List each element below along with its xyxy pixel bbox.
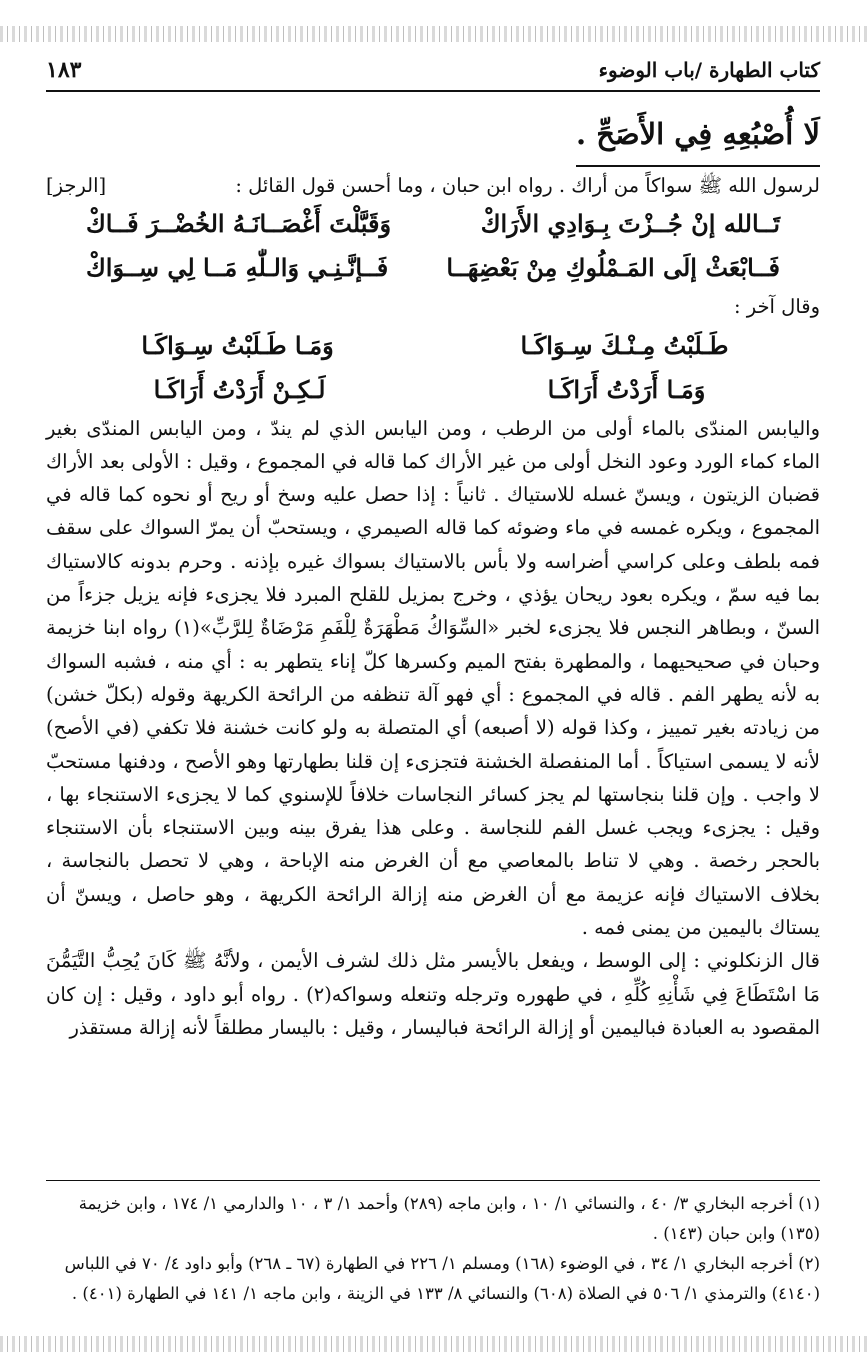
page-number: ١٨٣ [46, 57, 82, 83]
poem-two [46, 324, 820, 412]
page-body [46, 105, 820, 1044]
intro-text: لرسول الله ﷺ سواكاً من أراك . رواه ابن حبان ، وما أحسن قول القائل : [235, 174, 820, 197]
hemistich-right: تَــالله إنْ جُــزْتَ بِـوَادِي الأَرَاكْ [480, 209, 780, 239]
running-title: كتاب الطهارة /باب الوضوء [598, 58, 820, 82]
page-header [46, 50, 820, 92]
poem-line [46, 324, 820, 368]
footnote: (٢) أخرجه البخاري ١/ ٣٤ ، في الوضوء (١٦٨) ومسلم ١/ ٢٢٦ في الطهارة (٦٧ ـ ٢٦٨) وأبو داود ٤/ ٧٠ في اللباس (٤١٤٠) والترمذي ١/ ٥٠٦ في الصلاة (٦٠٨) والنسائي ٨/ ١٣٣ في الزينة ، وابن ماجه ١/ ١٤١ في الطهارة (٤٠١) . [64, 1254, 820, 1303]
hemistich-left: وَقَبَّلْتَ أَغْصَــانَـهُ الخُضْــرَ فَــاكْ [86, 209, 392, 239]
hemistich-left: فَــإنَّـنِـي وَالـلّٰهِ مَــا لِي سِــوَاكْ [86, 253, 389, 283]
hemistich-left: وَمَـا طَـلَبْتُ سِـوَاكَـا [141, 330, 334, 360]
body-paragraph: قال الزنكلوني : إلى الوسط ، ويفعل بالأيسر مثل ذلك لشرف الأيمن ، ولأنَّهُ ﷺ كَانَ يُحِبُّ التَّيَمُّنَ مَا اسْتَطَاعَ فِي شَأْنِهِ كُلِّهِ ، في طهوره وترجله وتنعله وسواكه(٢) . رواه أبو داود ، وقيل : إن كان المقصود به العبادة فباليمين أو إزالة الرائحة فباليسار ، وقيل : باليسار مطلقاً لأنه إزالة مستقذر [46, 949, 821, 1039]
hemistich-right: طَـلَبْتُ مِـنْـكَ سِـوَاكَـا [520, 330, 729, 360]
footnote: (١) أخرجه البخاري ٣/ ٤٠ ، والنسائي ١/ ١٠ ، وابن ماجه (٢٨٩) وأحمد ١/ ٣ ، ١٠ والدارمي ١/ ١٧٤ ، وابن خزيمة (١٣٥) وابن حبان (١٤٣) . [78, 1194, 820, 1243]
meter-label: [الرجز] [46, 174, 107, 197]
poem-one [46, 202, 820, 290]
hemistich-right: فَــابْعَثْ إلَى المَـمْلُوكِ مِنْ بَعْضِهَــا [446, 253, 780, 283]
poem-line [46, 246, 820, 290]
hemistich-left: لَـكِـنْ أَرَدْتُ أَرَاكَـا [153, 374, 326, 404]
top-ornament-border [0, 26, 868, 42]
body-paragraph: واليابس المندّى بالماء أولى من الرطب ، ومن اليابس الذي لم يندّ ، ومن اليابس المندّى بغير الماء كماء الورد وعود النخل أولى من غير الأراك كما قاله في المجموع ، وقيل : الأولى بعد الأراك قضبان الزيتون ، ويسنّ غسله للاستياك . ثانياً : إذا حصل عليه وسخ أو ريح أو نحوه كما قاله في المجموع ، ويكره غمسه في ماء وضوئه كما قاله الصيمري ، ويستحبّ أن يمرّ السواك على سقف فمه بلطف وعلى كراسي أضراسه ولا بأس بالاستياك بسواك غيره بإذنه . وحرم بدونه كالاستياك بما فيه سمّ ، ويكره بعود ريحان يؤذي ، وخرج بمزيل للقلح المبرد فلا يجزىء فإنه يزيل جزءاً من السنّ ، وبطاهر النجس فلا يجزىء لخبر «السِّوَاكُ مَطْهَرَةٌ لِلْفَمِ مَرْضَاةٌ لِلرَّبِّ»(١) رواه ابنا خزيمة وحبان في صحيحيهما ، والمطهرة بفتح الميم وكسرها كلّ إناء يتطهر به : أي منه ، فشبه السواك به لأنه يطهر الفم . قاله في المجموع : أي فهو آلة تنظفه من الرائحة الكريهة وقوله (بكلّ خشن) من زيادته بغير تمييز ، وكذا قوله (لا أصبعه) أي المتصلة به ولو كانت خشنة فلا تكفي (في الأصح) لأنه لا يسمى استياكاً . أما المنفصلة الخشنة فتجزىء إن قلنا بطهارتها وهو الأصح ، ودفنها مستحبّ لا واجب . وإن قلنا بنجاستها لم يجز كسائر النجاسات خلافاً للإسنوي كما لا يجزىء الاستنجاء بها ، وقيل : يجزىء ويجب غسل الفم للنجاسة . وعلى هذا يفرق بينه وبين الاستنجاء بأن الاستنجاء بالحجر رخصة . وهي لا تناط بالمعاصي مع أن الغرض منه الإباحة ، وهي لا تحصل بالنجاسة ، بخلاف الاستياك فإنه عزيمة مع أن الغرض منه إزالة الرائحة الكريهة ، وهو حاصل ، ويسنّ أن يستاك باليمين من يمنى فمه . [46, 416, 821, 940]
matn-heading: لَا أُصْبُعِهِ فِي الأَصَحِّ . [576, 105, 820, 167]
intro-line [46, 169, 820, 202]
poem-line [46, 202, 820, 246]
hemistich-right: وَمَـا أَرَدْتُ أَرَاكَـا [547, 374, 706, 404]
poem-line [46, 368, 820, 412]
another-said: وقال آخر : [733, 295, 820, 319]
bottom-ornament-border [0, 1336, 868, 1352]
footnotes [46, 1180, 820, 1309]
